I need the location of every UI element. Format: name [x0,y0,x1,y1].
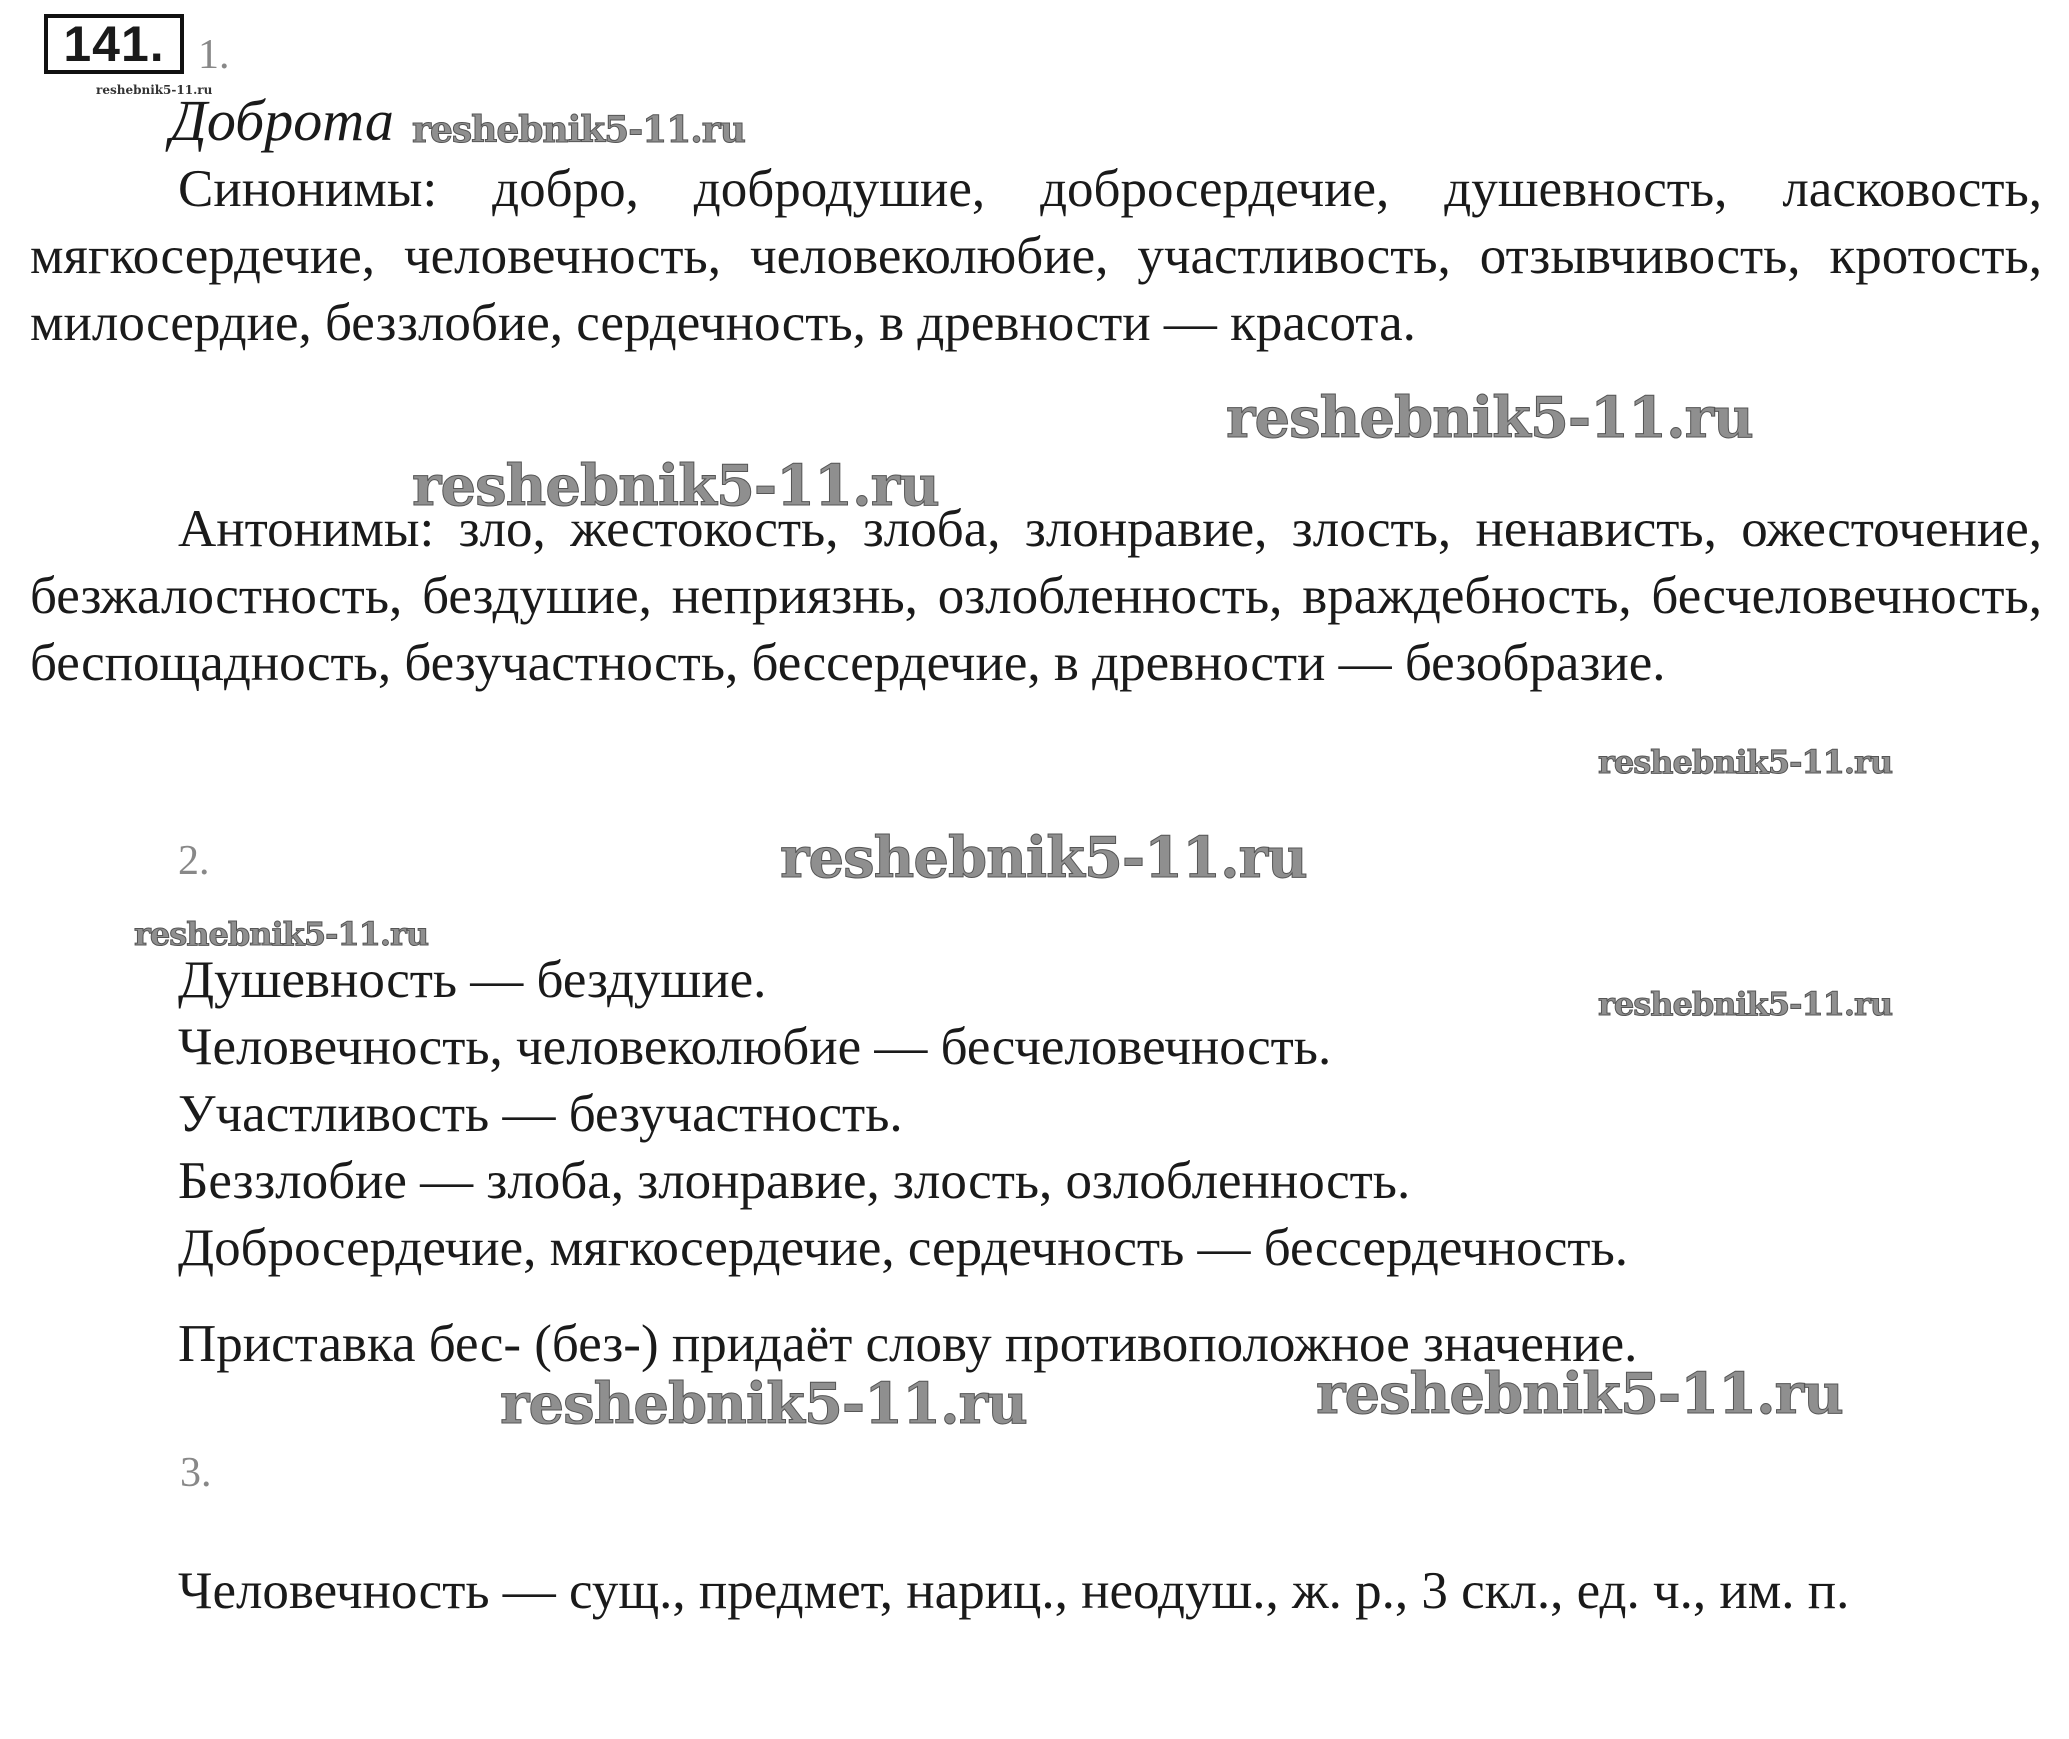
task-number: 141. [63,16,165,72]
watermark-6: reshebnik5-11.ru [1598,985,1893,1023]
watermark-3: reshebnik5-11.ru [1598,743,1893,781]
section-number-3: 3. [180,1450,212,1496]
watermark-1: reshebnik5-11.ru [1226,385,1753,451]
analysis-paragraph: Человечность — сущ., предмет, нариц., неодуш., ж. р., 3 скл., ед. ч., им. п. [178,1562,1850,1620]
watermark-4: reshebnik5-11.ru [780,825,1307,891]
watermark-8: reshebnik5-11.ru [1316,1361,1843,1427]
task-number-box [44,14,184,74]
watermark-2: reshebnik5-11.ru [412,453,939,519]
pair-line-5: Добросердечие, мягкосердечие, сердечность — бессердечность. [178,1219,1628,1277]
section-number-1: 1. [198,32,230,78]
synonyms-paragraph: Синонимы: добро, добродушие, добросердечие, душевность, ласковость, мягкосердечие, человечность, человеколюбие, участливость, отзывчивость, кротость, милосердие, беззлобие, сердечность, в древности — красота. [30,160,2042,352]
topic-title: Доброта [170,88,394,153]
section-number-2: 2. [178,838,210,884]
pair-line-1: Душевность — бездушие. [178,951,767,1009]
prefix-note: Приставка бес- (без-) придаёт слову противоположное значение. [178,1315,1638,1373]
watermark-topic: reshebnik5-11.ru [412,109,745,151]
antonyms-paragraph: Антонимы: зло, жестокость, злоба, злонравие, злость, ненависть, ожесточение, безжалостность, бездушие, неприязнь, озлобленность, враждебность, бесчеловечность, беспощадность, безучастность, бессердечие, в древности — безобразие. [30,500,2042,692]
pair-line-4: Беззлобие — злоба, злонравие, злость, озлобленность. [178,1152,1411,1210]
watermark-tiny: reshebnik5-11.ru [96,83,213,97]
watermark-7: reshebnik5-11.ru [500,1371,1027,1437]
pair-line-3: Участливость — безучастность. [178,1085,903,1143]
watermark-5: reshebnik5-11.ru [134,915,429,953]
pair-line-2: Человечность, человеколюбие — бесчеловечность. [178,1018,1332,1076]
